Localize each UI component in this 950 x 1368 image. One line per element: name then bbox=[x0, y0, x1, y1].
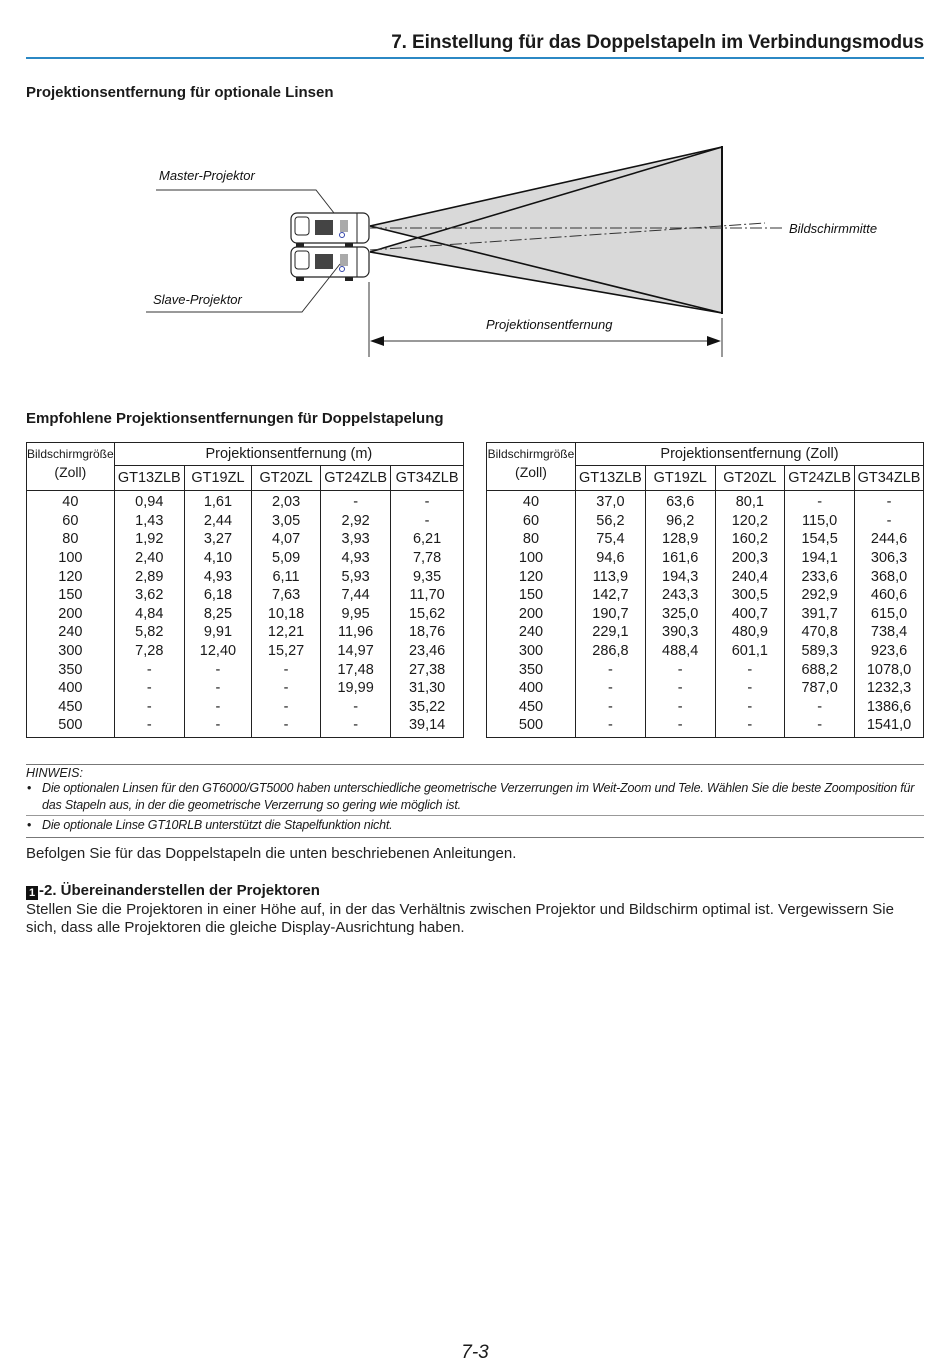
table-row bbox=[27, 567, 464, 586]
cell-distance: 194,3 bbox=[645, 567, 715, 586]
distance-table-meters bbox=[26, 442, 464, 738]
cell-distance: - bbox=[645, 679, 715, 698]
bullet-icon: • bbox=[27, 818, 32, 832]
label-projection-distance: Projektionsentfernung bbox=[486, 317, 613, 332]
table-row bbox=[27, 512, 464, 531]
cell-distance: 27,38 bbox=[391, 660, 464, 679]
table-row bbox=[487, 549, 924, 568]
cell-distance: 240,4 bbox=[715, 567, 785, 586]
cell-screen-size: 80 bbox=[27, 530, 115, 549]
cell-distance: 35,22 bbox=[391, 698, 464, 717]
cell-screen-size: 120 bbox=[487, 567, 576, 586]
section-heading-optional-lenses: Projektionsentfernung für optionale Linsen bbox=[26, 84, 334, 101]
cell-distance: - bbox=[321, 716, 391, 737]
cell-distance: - bbox=[252, 698, 321, 717]
cell-distance: 3,93 bbox=[321, 530, 391, 549]
cell-distance: 19,99 bbox=[321, 679, 391, 698]
label-screen-center: Bildschirmmitte bbox=[789, 221, 878, 236]
cell-distance: 2,89 bbox=[114, 567, 184, 586]
cell-screen-size: 80 bbox=[487, 530, 576, 549]
cell-distance: 63,6 bbox=[645, 491, 715, 512]
cell-distance: 142,7 bbox=[575, 586, 645, 605]
header-model: GT13ZLB bbox=[575, 466, 645, 491]
projection-diagram-graphic bbox=[0, 130, 950, 370]
header-model: GT24ZLB bbox=[321, 466, 391, 491]
header-model: GT34ZLB bbox=[391, 466, 464, 491]
header-model: GT20ZL bbox=[715, 466, 785, 491]
header-projection-distance: Projektionsentfernung (Zoll) bbox=[575, 443, 923, 466]
cell-distance: 9,95 bbox=[321, 605, 391, 624]
cell-distance: - bbox=[114, 679, 184, 698]
cell-screen-size: 300 bbox=[27, 642, 115, 661]
cell-distance: 15,27 bbox=[252, 642, 321, 661]
cell-distance: 1078,0 bbox=[855, 660, 924, 679]
page-header bbox=[26, 30, 924, 60]
cell-distance: 37,0 bbox=[575, 491, 645, 512]
cell-distance: - bbox=[785, 491, 855, 512]
cell-distance: 94,6 bbox=[575, 549, 645, 568]
cell-distance: 400,7 bbox=[715, 605, 785, 624]
cell-distance: 80,1 bbox=[715, 491, 785, 512]
cell-distance: 589,3 bbox=[785, 642, 855, 661]
step-number-badge: 1 bbox=[26, 886, 38, 900]
cell-distance: 4,84 bbox=[114, 605, 184, 624]
cell-distance: - bbox=[575, 660, 645, 679]
note-item: • Die optionalen Linsen für den GT6000/GT5000 haben unterschiedliche geometrische Verzerrungen im Weit-Zoom und Tele. Wählen Sie die beste Zoomposition für das Stapeln aus, in der die geometrische Verzerrung so gering wie möglich ist. bbox=[27, 781, 915, 812]
cell-screen-size: 120 bbox=[27, 567, 115, 586]
intro-text: Befolgen Sie für das Doppelstapeln die unten beschriebenen Anleitungen. bbox=[26, 845, 517, 862]
table-row bbox=[487, 530, 924, 549]
cell-distance: 4,07 bbox=[252, 530, 321, 549]
cell-screen-size: 400 bbox=[27, 679, 115, 698]
cell-distance: 300,5 bbox=[715, 586, 785, 605]
cell-distance: - bbox=[184, 660, 251, 679]
cell-distance: - bbox=[715, 716, 785, 737]
cell-screen-size: 40 bbox=[487, 491, 576, 512]
cell-distance: - bbox=[321, 698, 391, 717]
cell-distance: 194,1 bbox=[785, 549, 855, 568]
cell-distance: 390,3 bbox=[645, 623, 715, 642]
bullet-icon: • bbox=[27, 781, 32, 795]
cell-screen-size: 500 bbox=[487, 716, 576, 737]
cell-distance: - bbox=[184, 679, 251, 698]
cell-distance: - bbox=[855, 491, 924, 512]
label-master-projector: Master-Projektor bbox=[159, 168, 255, 183]
cell-distance: 325,0 bbox=[645, 605, 715, 624]
cell-distance: 190,7 bbox=[575, 605, 645, 624]
cell-screen-size: 400 bbox=[487, 679, 576, 698]
cell-screen-size: 60 bbox=[487, 512, 576, 531]
cell-distance: 4,93 bbox=[184, 567, 251, 586]
cell-distance: - bbox=[645, 716, 715, 737]
cell-distance: 0,94 bbox=[114, 491, 184, 512]
cell-distance: 470,8 bbox=[785, 623, 855, 642]
header-model: GT19ZL bbox=[184, 466, 251, 491]
cell-screen-size: 150 bbox=[27, 586, 115, 605]
cell-distance: 391,7 bbox=[785, 605, 855, 624]
cell-distance: 128,9 bbox=[645, 530, 715, 549]
cell-screen-size: 450 bbox=[27, 698, 115, 717]
cell-distance: 7,28 bbox=[114, 642, 184, 661]
cell-distance: 39,14 bbox=[391, 716, 464, 737]
cell-distance: 9,35 bbox=[391, 567, 464, 586]
cell-distance: - bbox=[114, 716, 184, 737]
cell-distance: 161,6 bbox=[645, 549, 715, 568]
cell-distance: 4,93 bbox=[321, 549, 391, 568]
cell-distance: 738,4 bbox=[855, 623, 924, 642]
cell-distance: 200,3 bbox=[715, 549, 785, 568]
cell-distance: 31,30 bbox=[391, 679, 464, 698]
cell-distance: 1,92 bbox=[114, 530, 184, 549]
cell-distance: 7,44 bbox=[321, 586, 391, 605]
cell-distance: 1,61 bbox=[184, 491, 251, 512]
cell-distance: 3,27 bbox=[184, 530, 251, 549]
cell-distance: - bbox=[391, 512, 464, 531]
cell-distance: 229,1 bbox=[575, 623, 645, 642]
cell-distance: - bbox=[855, 512, 924, 531]
cell-distance: - bbox=[715, 698, 785, 717]
table-row bbox=[27, 605, 464, 624]
cell-screen-size: 350 bbox=[27, 660, 115, 679]
table-row bbox=[27, 549, 464, 568]
cell-distance: 120,2 bbox=[715, 512, 785, 531]
cell-distance: - bbox=[252, 716, 321, 737]
table-row bbox=[487, 660, 924, 679]
cell-distance: 460,6 bbox=[855, 586, 924, 605]
cell-distance: 1232,3 bbox=[855, 679, 924, 698]
cell-distance: 368,0 bbox=[855, 567, 924, 586]
note-divider bbox=[26, 815, 924, 816]
cell-distance: 6,21 bbox=[391, 530, 464, 549]
cell-distance: - bbox=[575, 698, 645, 717]
cell-distance: - bbox=[184, 716, 251, 737]
cell-screen-size: 240 bbox=[487, 623, 576, 642]
cell-distance: 7,63 bbox=[252, 586, 321, 605]
cell-screen-size: 350 bbox=[487, 660, 576, 679]
cell-distance: - bbox=[715, 660, 785, 679]
cell-distance: 243,3 bbox=[645, 586, 715, 605]
cell-distance: - bbox=[252, 679, 321, 698]
step-heading: 1 -2. Übereinanderstellen der Projektoren bbox=[26, 882, 320, 900]
cell-distance: 6,18 bbox=[184, 586, 251, 605]
cell-screen-size: 150 bbox=[487, 586, 576, 605]
cell-distance: 15,62 bbox=[391, 605, 464, 624]
cell-distance: - bbox=[715, 679, 785, 698]
cell-distance: 1386,6 bbox=[855, 698, 924, 717]
section-heading-recommended-distances: Empfohlene Projektionsentfernungen für Doppelstapelung bbox=[26, 410, 444, 427]
cell-distance: 244,6 bbox=[855, 530, 924, 549]
cell-distance: 154,5 bbox=[785, 530, 855, 549]
table-row bbox=[487, 698, 924, 717]
header-screen-size: Bildschirmgröße (Zoll) bbox=[487, 443, 576, 491]
cell-distance: 2,92 bbox=[321, 512, 391, 531]
note-box bbox=[26, 764, 924, 838]
step-text: Stellen Sie die Projektoren in einer Höhe auf, in der das Verhältnis zwischen Projektor und Bildschirm optimal ist. Vergewissern Sie sich, dass alle Projektoren die gleiche Display-Ausrichtung haben. bbox=[26, 901, 894, 936]
note-item: • Die optionale Linse GT10RLB unterstützt die Stapelfunktion nicht. bbox=[27, 818, 393, 832]
cell-distance: 4,10 bbox=[184, 549, 251, 568]
cell-screen-size: 200 bbox=[487, 605, 576, 624]
cell-distance: 233,6 bbox=[785, 567, 855, 586]
cell-screen-size: 100 bbox=[487, 549, 576, 568]
cell-distance: 787,0 bbox=[785, 679, 855, 698]
table-row bbox=[27, 716, 464, 737]
table-row bbox=[27, 698, 464, 717]
cell-distance: 688,2 bbox=[785, 660, 855, 679]
table-row bbox=[487, 716, 924, 737]
cell-distance: 56,2 bbox=[575, 512, 645, 531]
cell-distance: 7,78 bbox=[391, 549, 464, 568]
cell-distance: 5,82 bbox=[114, 623, 184, 642]
table-row bbox=[487, 567, 924, 586]
cell-distance: 615,0 bbox=[855, 605, 924, 624]
cell-distance: 1541,0 bbox=[855, 716, 924, 737]
stacking-diagram bbox=[0, 130, 950, 370]
cell-distance: - bbox=[184, 698, 251, 717]
header-model: GT19ZL bbox=[645, 466, 715, 491]
master-projector-icon bbox=[291, 213, 369, 247]
table-row bbox=[27, 623, 464, 642]
cell-screen-size: 100 bbox=[27, 549, 115, 568]
header-screen-size: Bildschirmgröße (Zoll) bbox=[27, 443, 115, 491]
cell-distance: - bbox=[114, 660, 184, 679]
cell-distance: - bbox=[391, 491, 464, 512]
cell-distance: - bbox=[575, 679, 645, 698]
table-body bbox=[27, 491, 464, 738]
table-row bbox=[487, 512, 924, 531]
table-row bbox=[27, 642, 464, 661]
cell-distance: 5,09 bbox=[252, 549, 321, 568]
cell-distance: 1,43 bbox=[114, 512, 184, 531]
table-row bbox=[27, 586, 464, 605]
cell-screen-size: 300 bbox=[487, 642, 576, 661]
cell-distance: 480,9 bbox=[715, 623, 785, 642]
distance-table-inches bbox=[486, 442, 924, 738]
cell-screen-size: 450 bbox=[487, 698, 576, 717]
cell-distance: - bbox=[645, 698, 715, 717]
table-body bbox=[487, 491, 924, 738]
cell-distance: 2,03 bbox=[252, 491, 321, 512]
cell-distance: - bbox=[785, 698, 855, 717]
label-slave-projector: Slave-Projektor bbox=[153, 292, 242, 307]
table-row bbox=[27, 660, 464, 679]
header-rule bbox=[26, 57, 924, 59]
cell-distance: 96,2 bbox=[645, 512, 715, 531]
page-number: 7-3 bbox=[461, 1342, 489, 1363]
cell-distance: 18,76 bbox=[391, 623, 464, 642]
cell-distance: 12,21 bbox=[252, 623, 321, 642]
cell-distance: 12,40 bbox=[184, 642, 251, 661]
cell-distance: 11,96 bbox=[321, 623, 391, 642]
cell-distance: 9,91 bbox=[184, 623, 251, 642]
header-model: GT13ZLB bbox=[114, 466, 184, 491]
cell-distance: - bbox=[252, 660, 321, 679]
cell-distance: 2,40 bbox=[114, 549, 184, 568]
cell-distance: 488,4 bbox=[645, 642, 715, 661]
cell-distance: 3,62 bbox=[114, 586, 184, 605]
cell-screen-size: 500 bbox=[27, 716, 115, 737]
cell-distance: - bbox=[575, 716, 645, 737]
cell-distance: 23,46 bbox=[391, 642, 464, 661]
header-model: GT20ZL bbox=[252, 466, 321, 491]
cell-distance: 306,3 bbox=[855, 549, 924, 568]
cell-distance: 3,05 bbox=[252, 512, 321, 531]
table-row bbox=[487, 679, 924, 698]
cell-screen-size: 40 bbox=[27, 491, 115, 512]
cell-distance: 286,8 bbox=[575, 642, 645, 661]
table-row bbox=[27, 491, 464, 512]
cell-distance: 2,44 bbox=[184, 512, 251, 531]
table-row bbox=[487, 642, 924, 661]
cell-distance: 14,97 bbox=[321, 642, 391, 661]
cell-distance: 923,6 bbox=[855, 642, 924, 661]
cell-distance: 601,1 bbox=[715, 642, 785, 661]
header-projection-distance: Projektionsentfernung (m) bbox=[114, 443, 463, 466]
table-row bbox=[487, 586, 924, 605]
table-row bbox=[487, 491, 924, 512]
note-title: HINWEIS: bbox=[26, 766, 83, 780]
table-row bbox=[27, 679, 464, 698]
cell-distance: 5,93 bbox=[321, 567, 391, 586]
cell-distance: 11,70 bbox=[391, 586, 464, 605]
page-title: 7. Einstellung für das Doppelstapeln im Verbindungsmodus bbox=[391, 32, 924, 53]
cell-distance: - bbox=[321, 491, 391, 512]
table-row bbox=[487, 623, 924, 642]
cell-screen-size: 60 bbox=[27, 512, 115, 531]
cell-distance: 17,48 bbox=[321, 660, 391, 679]
cell-distance: 115,0 bbox=[785, 512, 855, 531]
cell-distance: 75,4 bbox=[575, 530, 645, 549]
cell-distance: 292,9 bbox=[785, 586, 855, 605]
cell-screen-size: 240 bbox=[27, 623, 115, 642]
cell-distance: 113,9 bbox=[575, 567, 645, 586]
table-row bbox=[487, 605, 924, 624]
cell-distance: 160,2 bbox=[715, 530, 785, 549]
cell-distance: - bbox=[645, 660, 715, 679]
cell-distance: - bbox=[114, 698, 184, 717]
cell-distance: 8,25 bbox=[184, 605, 251, 624]
header-model: GT24ZLB bbox=[785, 466, 855, 491]
cell-distance: 10,18 bbox=[252, 605, 321, 624]
header-model: GT34ZLB bbox=[855, 466, 924, 491]
cell-distance: - bbox=[785, 716, 855, 737]
cell-distance: 6,11 bbox=[252, 567, 321, 586]
table-row bbox=[27, 530, 464, 549]
cell-screen-size: 200 bbox=[27, 605, 115, 624]
